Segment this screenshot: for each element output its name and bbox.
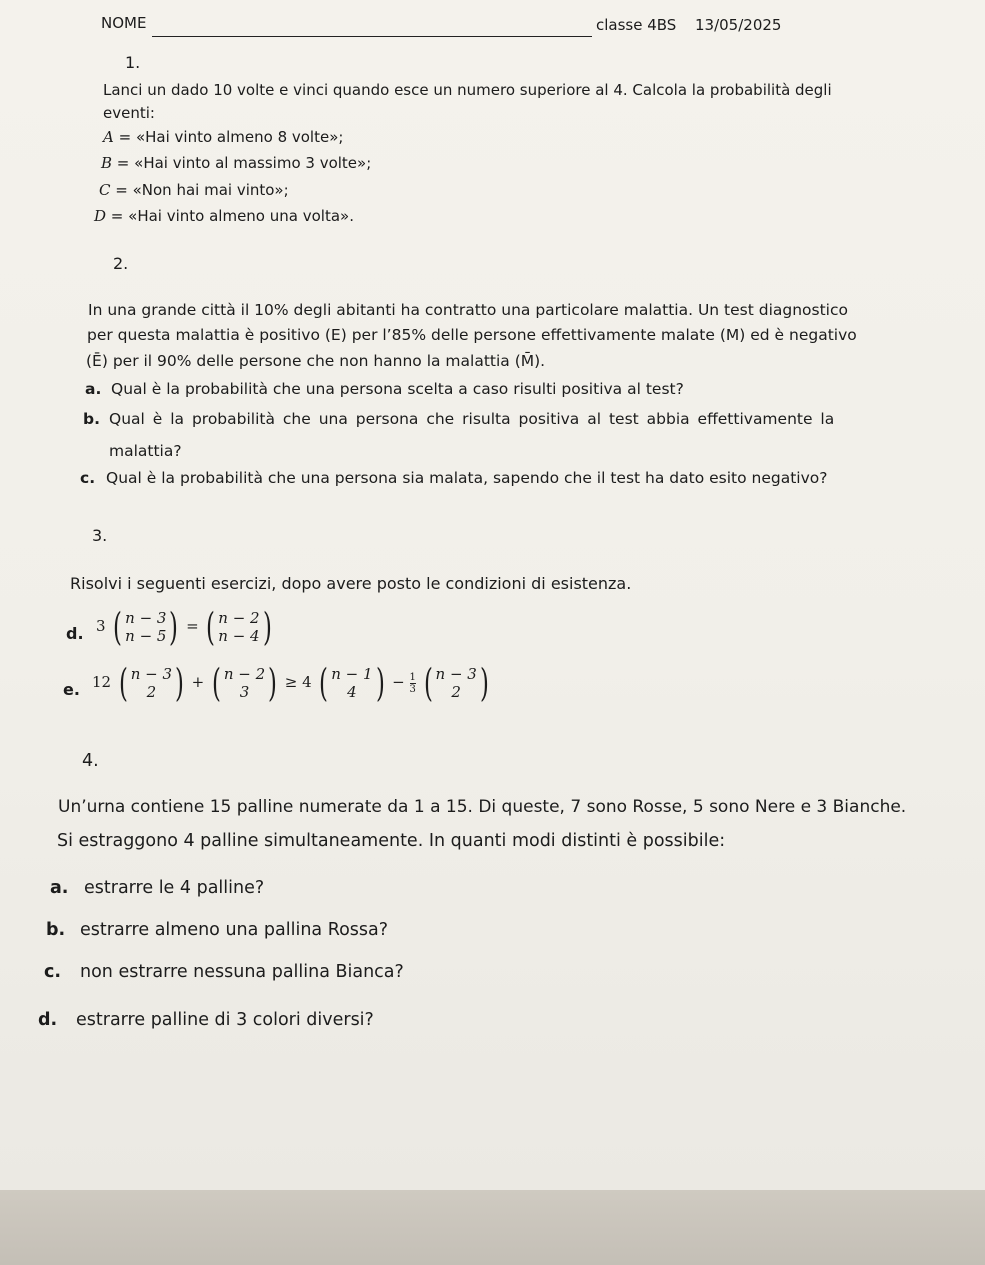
question-2c: c. Qual è la probabilità che una persona sia malata, sapendo che il test ha dato esito negativo? <box>80 469 828 487</box>
binomial: ( n − 2 n − 4 ) <box>206 605 272 649</box>
binomial: ( n − 3 2 ) <box>118 661 184 705</box>
question-4a: a. estrarre le 4 palline? <box>50 878 265 898</box>
exercise-2-text: (Ē) per il 90% delle persone che non hanno la malattia (M̄). <box>86 352 546 370</box>
nome-underline <box>152 36 592 37</box>
equation-d: 3 ( n − 3 n − 5 ) = ( n − 2 n − 4 ) <box>96 608 274 646</box>
exam-date: 13/05/2025 <box>695 16 782 34</box>
event-b: B = «Hai vinto al massimo 3 volte»; <box>101 154 372 172</box>
exercise-1-text: eventi: <box>103 104 155 122</box>
exercise-4-text: Si estraggono 4 palline simultaneamente. In quanti modi distinti è possibile: <box>57 831 726 851</box>
binomial: ( n − 2 3 ) <box>211 661 277 705</box>
inequality-e: 12 ( n − 3 2 ) + ( n − 2 3 ) ≥ 4 ( n − 1 4 ) − $\frac{1}{3}$ ( n − 3 2 ) <box>92 664 492 702</box>
binomial: ( n − 3 2 ) <box>423 661 489 705</box>
exercise-3-d-label: d. <box>66 624 84 643</box>
exercise-2-text: per questa malattia è positivo (E) per l’85% delle persone effettivamente malate (M) ed è negativo <box>87 326 857 344</box>
event-a: A = «Hai vinto almeno 8 volte»; <box>103 128 344 146</box>
question-4c: c. non estrarre nessuna pallina Bianca? <box>44 962 404 982</box>
question-2b-continuation: malattia? <box>109 442 182 460</box>
question-2b: b. Qual è la probabilità che una persona che risulta positiva al test abbia effettivamente la <box>83 410 835 428</box>
nome-label: NOME <box>101 14 147 32</box>
exercise-3-e-label: e. <box>63 680 80 699</box>
class-label: classe 4BS <box>596 16 677 34</box>
exercise-3-intro: Risolvi i seguenti esercizi, dopo avere posto le condizioni di esistenza. <box>70 574 632 593</box>
event-d: D = «Hai vinto almeno una volta». <box>94 207 354 225</box>
exercise-3-number: 3. <box>92 526 108 545</box>
question-4d: d. estrarre palline di 3 colori diversi? <box>38 1010 374 1030</box>
binomial: ( n − 1 4 ) <box>319 661 385 705</box>
exercise-2-number: 2. <box>113 254 129 273</box>
binomial: ( n − 3 n − 5 ) <box>113 605 179 649</box>
fraction: $\frac{1}{3}$ <box>409 671 416 695</box>
exercise-2-text: In una grande città il 10% degli abitanti ha contratto una particolare malattia. Un test diagnostico <box>88 301 848 319</box>
exercise-4-text: Un’urna contiene 15 palline numerate da 1 a 15. Di queste, 7 sono Rosse, 5 sono Nere e 3 Bianche. <box>58 797 907 817</box>
question-4b: b. estrarre almeno una pallina Rossa? <box>46 920 389 940</box>
exercise-1-text: Lanci un dado 10 volte e vinci quando esce un numero superiore al 4. Calcola la probabilità degli <box>103 81 832 99</box>
exercise-4-number: 4. <box>82 751 99 771</box>
event-c: C = «Non hai mai vinto»; <box>99 181 289 199</box>
question-2a: a. Qual è la probabilità che una persona scelta a caso risulti positiva al test? <box>85 380 684 398</box>
desk-surface <box>0 1190 985 1265</box>
exercise-1-number: 1. <box>125 53 141 72</box>
